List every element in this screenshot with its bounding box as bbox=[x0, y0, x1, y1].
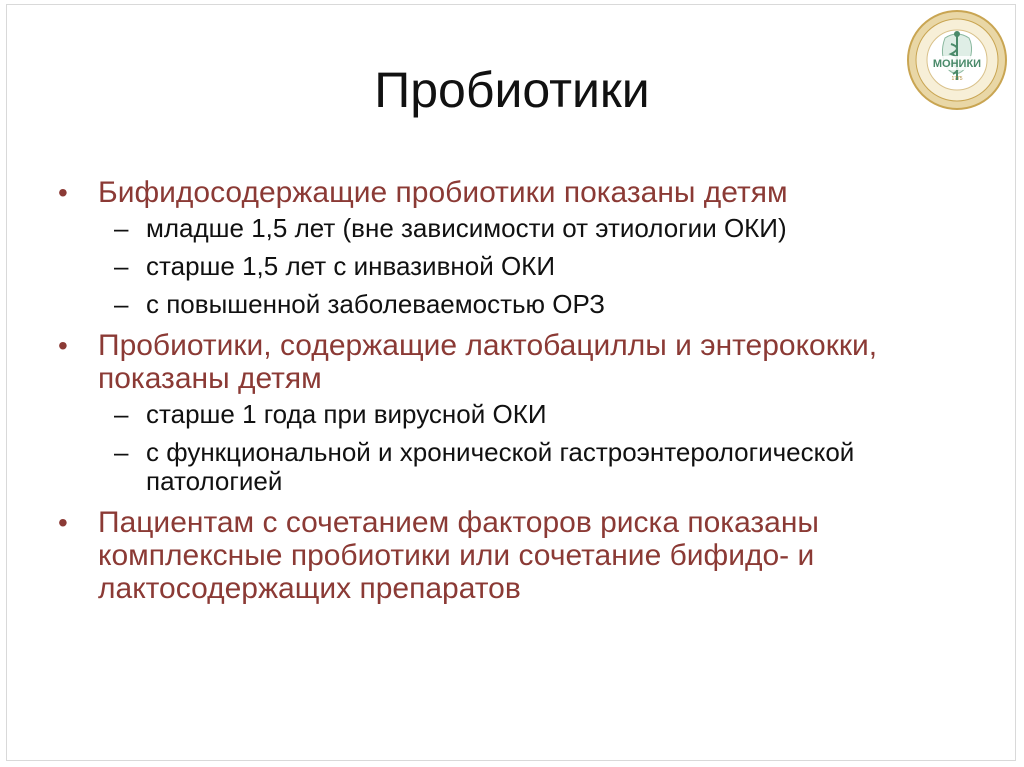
logo-text: МОНИКИ bbox=[932, 58, 982, 70]
dash-glyph: – bbox=[114, 251, 129, 281]
logo-year: 1775 bbox=[951, 76, 963, 82]
dash-glyph: – bbox=[114, 289, 129, 319]
dash-glyph: – bbox=[114, 437, 129, 467]
sub-list bbox=[98, 400, 958, 496]
sub-item-text: с функциональной и хронической гастроэнтерологической патологией bbox=[146, 437, 855, 496]
sub-item-text: с повышенной заболеваемостью ОРЗ bbox=[146, 289, 605, 319]
bullet-glyph: • bbox=[58, 507, 68, 538]
bullet-item-text: Пациентам с сочетанием факторов риска показаны комплексные пробиотики или сочетание бифидо- и лактосодержащих препаратов bbox=[98, 506, 819, 605]
sub-item bbox=[98, 400, 958, 429]
sub-item-text: младше 1,5 лет (вне зависимости от этиологии ОКИ) bbox=[146, 213, 787, 243]
bullet-item-text: Бифидосодержащие пробиотики показаны детям bbox=[98, 176, 788, 209]
sub-list bbox=[98, 214, 958, 319]
dash-glyph: – bbox=[114, 399, 129, 429]
bullet-glyph: • bbox=[58, 330, 68, 361]
sub-item bbox=[98, 214, 958, 243]
sub-item-text: старше 1 года при вирусной ОКИ bbox=[146, 399, 547, 429]
bullet-item-text: Пробиотики, содержащие лактобациллы и энтерококки, показаны детям bbox=[98, 329, 878, 395]
bullet-item bbox=[58, 176, 958, 319]
sub-item-text: старше 1,5 лет с инвазивной ОКИ bbox=[146, 251, 556, 281]
sub-item bbox=[98, 290, 958, 319]
slide-title: Пробиотики bbox=[374, 62, 650, 118]
moniki-logo-icon bbox=[905, 8, 1009, 112]
sub-item bbox=[98, 438, 958, 496]
content-list bbox=[58, 176, 958, 615]
bullet-item bbox=[58, 506, 958, 605]
bullet-item bbox=[58, 329, 958, 496]
sub-item bbox=[98, 252, 958, 281]
bullet-glyph: • bbox=[58, 177, 68, 208]
dash-glyph: – bbox=[114, 213, 129, 243]
